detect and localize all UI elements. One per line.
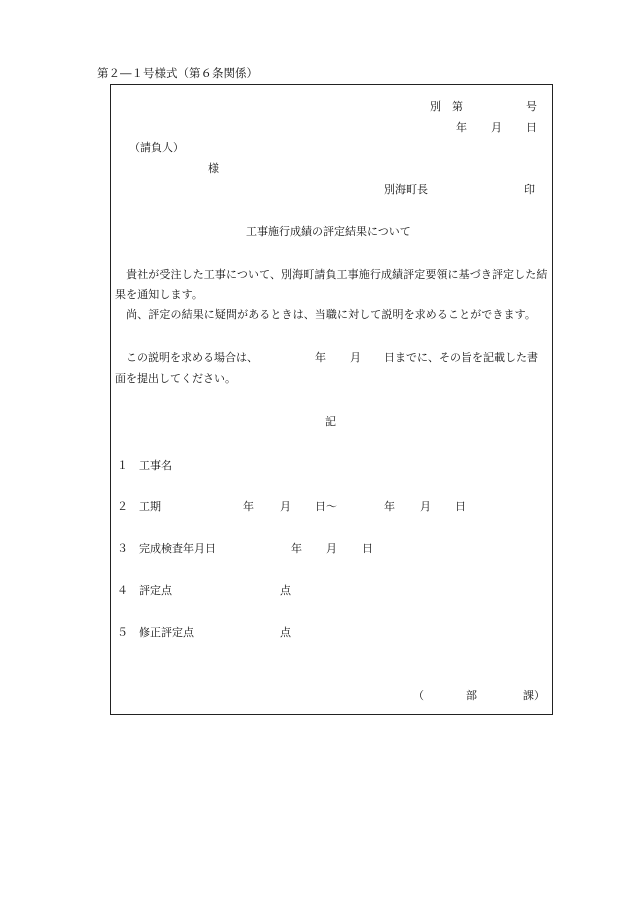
sender-name: 別海町長: [384, 183, 428, 196]
score-unit: 点: [280, 584, 291, 597]
period-end-month: 月: [420, 500, 431, 513]
inspection-month: 月: [326, 542, 337, 555]
date-day-label: 日: [526, 121, 537, 134]
ki-marker: 記: [325, 415, 336, 428]
body-paragraph-3-end: 面を提出してください。: [115, 372, 236, 385]
inspection-day: 日: [362, 542, 373, 555]
period-end-day: 日: [455, 500, 466, 513]
item-1-number: １: [117, 459, 128, 472]
recipient-label: （請負人）: [129, 141, 184, 154]
date-year-label: 年: [456, 121, 467, 134]
item-1-label: 工事名: [139, 459, 172, 472]
deadline-day-text: 日までに、その旨を記載した書: [384, 351, 538, 364]
reference-number-prefix: 別 第: [430, 100, 463, 113]
date-month-label: 月: [491, 121, 502, 134]
item-3-number: ３: [117, 542, 128, 555]
form-number: 第２―１号様式（第６条関係）: [97, 66, 258, 80]
body-paragraph-1: 貴社が受注した工事について、別海町請負工事施行成績評定要領に基づき評定した結果を通知します。: [115, 268, 548, 301]
period-start-day: 日～: [315, 500, 337, 513]
reference-number-suffix: 号: [526, 100, 537, 113]
deadline-year-label: 年: [315, 351, 326, 364]
item-5-label: 修正評定点: [139, 626, 194, 639]
deadline-month-label: 月: [350, 351, 361, 364]
revised-score-unit: 点: [280, 626, 291, 639]
body-paragraph-3-start: この説明を求める場合は、: [115, 351, 258, 364]
period-start-year: 年: [243, 500, 254, 513]
item-5-number: ５: [117, 626, 128, 639]
recipient-honorific: 様: [208, 162, 219, 175]
footer-section: 課）: [523, 689, 545, 702]
item-3-label: 完成検査年月日: [139, 542, 216, 555]
period-end-year: 年: [384, 500, 395, 513]
footer-paren-open: （: [413, 689, 424, 702]
item-2-label: 工期: [139, 500, 161, 513]
document-subject: 工事施行成績の評定結果について: [246, 225, 411, 238]
item-4-label: 評定点: [139, 584, 172, 597]
item-2-number: ２: [117, 500, 128, 513]
seal-mark: 印: [524, 183, 535, 196]
body-paragraph-2: 尚、評定の結果に疑問があるときは、当職に対して説明を求めることができます。: [115, 308, 536, 321]
item-4-number: ４: [117, 584, 128, 597]
period-start-month: 月: [280, 500, 291, 513]
document-frame: [110, 84, 553, 715]
footer-department: 部: [466, 689, 477, 702]
inspection-year: 年: [291, 542, 302, 555]
